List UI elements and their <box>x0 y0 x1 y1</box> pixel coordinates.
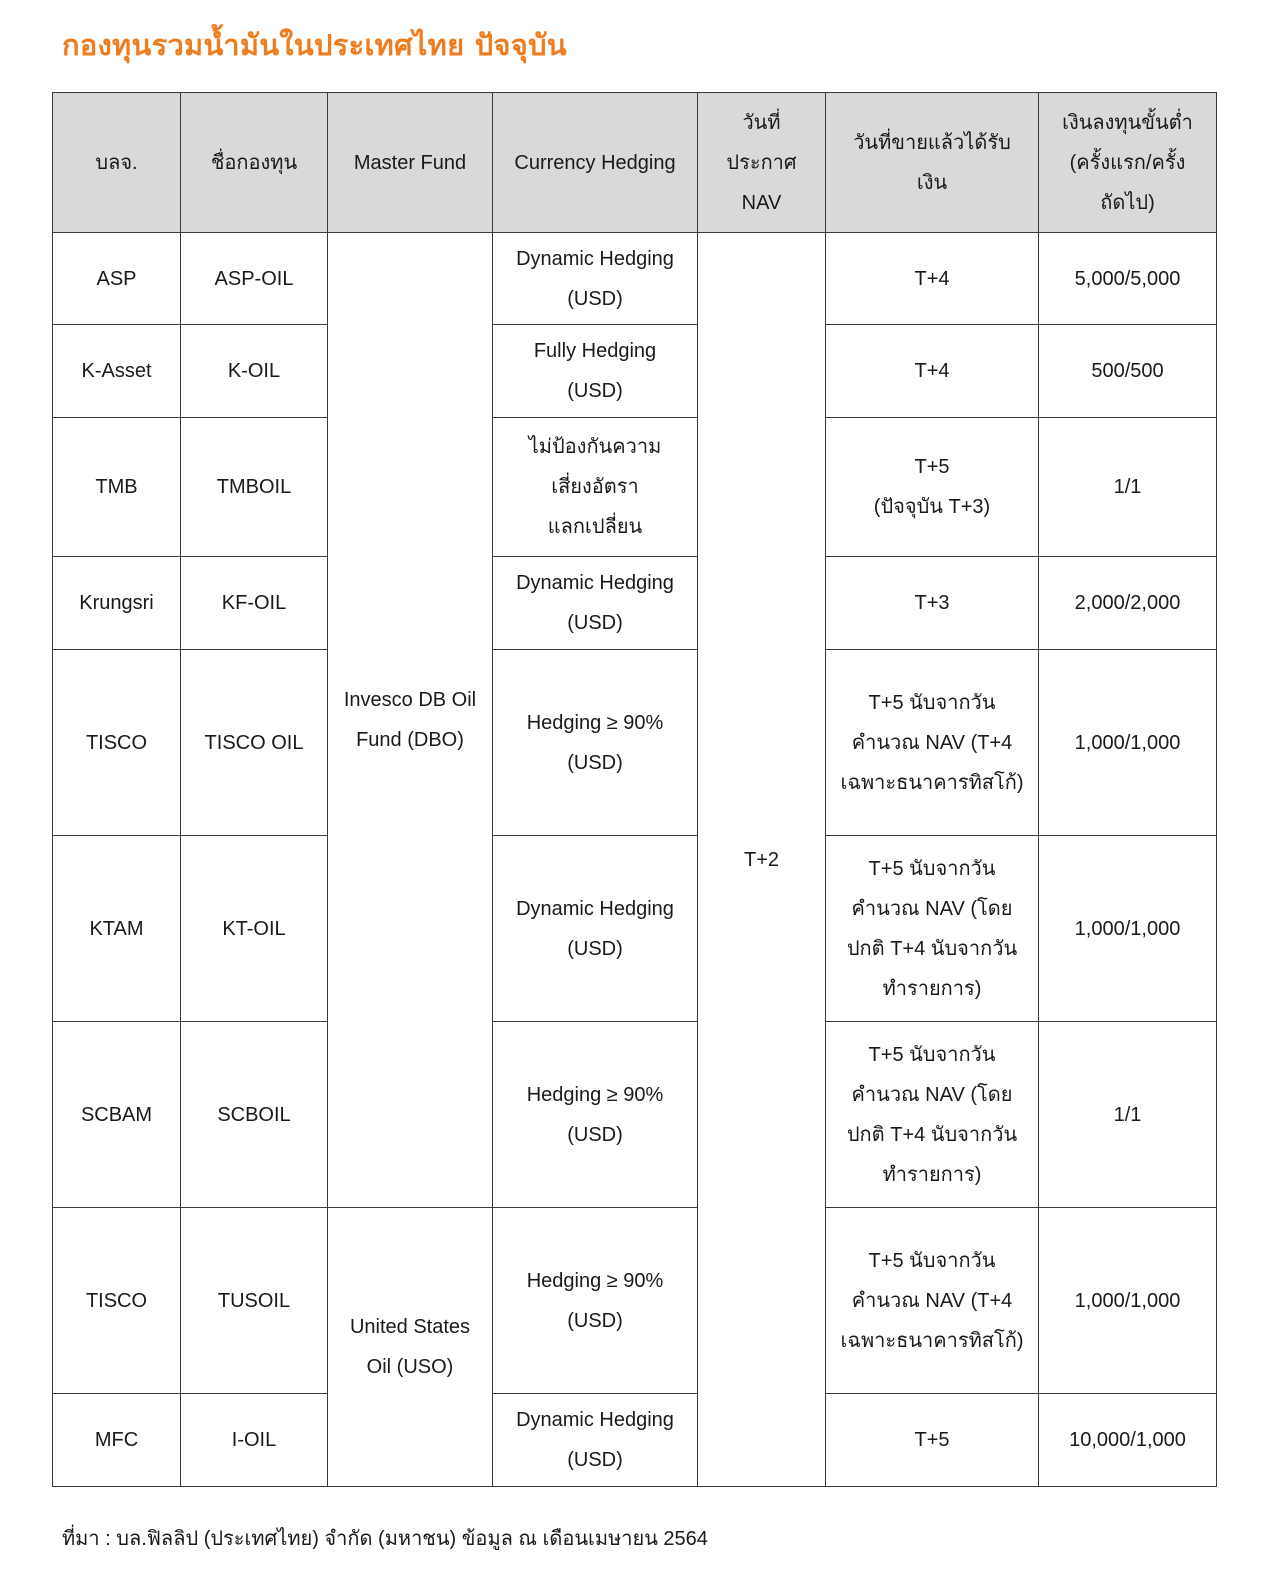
company-cell: TMB <box>53 418 181 557</box>
header-settlement: วันที่ขายแล้วได้รับ เงิน <box>826 93 1039 233</box>
settlement-cell-line: ปกติ T+4 นับจากวัน <box>846 1123 1018 1146</box>
min-investment-cell: 1/1 <box>1039 418 1217 557</box>
settlement-cell <box>826 650 1039 836</box>
currency-hedging-cell-line: (USD) <box>567 287 623 310</box>
currency-hedging-cell-line: Hedging ≥ 90% <box>526 711 664 734</box>
table-row <box>53 1022 1217 1208</box>
fund-name-cell: K-OIL <box>181 325 328 418</box>
table-row <box>53 418 1217 557</box>
company-cell: Krungsri <box>53 557 181 650</box>
currency-hedging-cell-line: Hedging ≥ 90% <box>526 1083 664 1106</box>
currency-hedging-cell-line: (USD) <box>567 612 623 634</box>
fund-name-cell: I-OIL <box>181 1394 328 1487</box>
settlement-cell-line: ทำรายการ) <box>882 1163 982 1186</box>
settlement-cell-line: คำนวณ NAV (T+4 <box>851 1289 1013 1312</box>
master-fund-cell-line: Invesco DB Oil <box>343 689 477 711</box>
company-cell: KTAM <box>53 836 181 1022</box>
min-investment-cell: 1,000/1,000 <box>1039 1208 1217 1394</box>
settlement-cell-line: T+4 <box>914 267 950 290</box>
currency-hedging-cell-line: (USD) <box>567 937 623 960</box>
header-nav-day: วันที่ ประกาศ NAV <box>698 93 826 233</box>
settlement-cell <box>826 233 1039 325</box>
currency-hedging-cell <box>493 418 698 557</box>
header-min-investment: เงินลงทุนขั้นต่ำ (ครั้งแรก/ครั้ง ถัดไป) <box>1039 93 1217 233</box>
currency-hedging-cell <box>493 325 698 418</box>
master-fund-cell-line: United States <box>349 1316 471 1338</box>
settlement-cell-line: T+5 <box>914 1429 950 1451</box>
currency-hedging-cell-line: แลกเปลี่ยน <box>547 516 643 538</box>
company-cell: ASP <box>53 233 181 325</box>
settlement-cell-line: T+5 นับจากวัน <box>868 1249 996 1272</box>
settlement-cell-line: ทำรายการ) <box>882 977 982 1000</box>
currency-hedging-cell <box>493 233 698 325</box>
currency-hedging-cell-line: Dynamic Hedging <box>516 572 674 594</box>
currency-hedging-cell-line: Fully Hedging <box>533 340 657 362</box>
min-investment-cell: 5,000/5,000 <box>1039 233 1217 325</box>
min-investment-cell: 500/500 <box>1039 325 1217 418</box>
table-row <box>53 233 1217 325</box>
currency-hedging-cell-line: Dynamic Hedging <box>516 897 674 920</box>
table-row <box>53 1394 1217 1487</box>
page-title: กองทุนรวมน้ำมันในประเทศไทย ปัจจุบัน <box>62 28 567 62</box>
currency-hedging-cell-line: ไม่ป้องกันความ <box>528 436 662 458</box>
master-fund-cell <box>328 1208 493 1487</box>
fund-name-cell: SCBOIL <box>181 1022 328 1208</box>
table-row <box>53 557 1217 650</box>
fund-name-cell: ASP-OIL <box>181 233 328 325</box>
currency-hedging-cell-line: Dynamic Hedging <box>516 1409 674 1431</box>
table-row <box>53 650 1217 836</box>
company-cell: TISCO <box>53 650 181 836</box>
settlement-cell <box>826 1208 1039 1394</box>
settlement-cell-line: T+3 <box>914 592 950 614</box>
currency-hedging-cell <box>493 1022 698 1208</box>
settlement-cell <box>826 1394 1039 1487</box>
header-currency-hedging: Currency Hedging <box>493 93 698 233</box>
settlement-cell-line: คำนวณ NAV (โดย <box>851 897 1013 920</box>
min-investment-cell: 10,000/1,000 <box>1039 1394 1217 1487</box>
settlement-cell <box>826 557 1039 650</box>
min-investment-cell: 2,000/2,000 <box>1039 557 1217 650</box>
table-row <box>53 1208 1217 1394</box>
table-row <box>53 325 1217 418</box>
master-fund-cell-line: Fund (DBO) <box>356 729 464 751</box>
settlement-cell-line: T+5 นับจากวัน <box>868 1043 996 1066</box>
currency-hedging-cell <box>493 1394 698 1487</box>
company-cell: MFC <box>53 1394 181 1487</box>
header-master-fund: Master Fund <box>328 93 493 233</box>
currency-hedging-cell-line: (USD) <box>567 751 623 774</box>
currency-hedging-cell-line: (USD) <box>567 380 623 402</box>
currency-hedging-cell <box>493 836 698 1022</box>
company-cell: K-Asset <box>53 325 181 418</box>
fund-name-cell: KF-OIL <box>181 557 328 650</box>
currency-hedging-cell-line: Dynamic Hedging <box>516 247 674 270</box>
fund-name-cell: TISCO OIL <box>181 650 328 836</box>
settlement-cell <box>826 325 1039 418</box>
settlement-cell-line: (ปัจจุบัน T+3) <box>873 496 991 518</box>
nav-day-cell: T+2 <box>698 233 826 1487</box>
settlement-cell-line: เฉพาะธนาคารทิสโก้) <box>840 1329 1024 1352</box>
settlement-cell <box>826 1022 1039 1208</box>
currency-hedging-cell-line: (USD) <box>567 1309 623 1332</box>
source-note: ที่มา : บล.ฟิลลิป (ประเทศไทย) จำกัด (มหาชน) ข้อมูล ณ เดือนเมษายน 2564 <box>62 1528 708 1550</box>
settlement-cell-line: T+5 นับจากวัน <box>868 691 996 714</box>
company-cell: TISCO <box>53 1208 181 1394</box>
currency-hedging-cell <box>493 1208 698 1394</box>
master-fund-cell-line: Oil (USO) <box>366 1356 454 1378</box>
currency-hedging-cell-line: (USD) <box>567 1123 623 1146</box>
master-fund-cell <box>328 233 493 1208</box>
currency-hedging-cell-line: เสี่ยงอัตรา <box>551 476 639 498</box>
currency-hedging-cell-line: Hedging ≥ 90% <box>526 1269 664 1292</box>
fund-name-cell: TMBOIL <box>181 418 328 557</box>
settlement-cell-line: คำนวณ NAV (โดย <box>851 1083 1013 1106</box>
header-row <box>53 93 1217 233</box>
settlement-cell-line: T+4 <box>914 360 950 382</box>
table-row <box>53 836 1217 1022</box>
settlement-cell-line: T+5 <box>914 456 950 478</box>
settlement-cell <box>826 418 1039 557</box>
currency-hedging-cell-line: (USD) <box>567 1449 623 1471</box>
settlement-cell-line: เฉพาะธนาคารทิสโก้) <box>840 771 1024 794</box>
fund-name-cell: TUSOIL <box>181 1208 328 1394</box>
settlement-cell-line: คำนวณ NAV (T+4 <box>851 731 1013 754</box>
settlement-cell-line: ปกติ T+4 นับจากวัน <box>846 937 1018 960</box>
company-cell: SCBAM <box>53 1022 181 1208</box>
settlement-cell <box>826 836 1039 1022</box>
min-investment-cell: 1,000/1,000 <box>1039 650 1217 836</box>
min-investment-cell: 1/1 <box>1039 1022 1217 1208</box>
header-company: บลจ. <box>53 93 181 233</box>
settlement-cell-line: T+5 นับจากวัน <box>868 857 996 880</box>
oil-fund-table <box>52 92 1217 1487</box>
currency-hedging-cell <box>493 557 698 650</box>
header-fund-name: ชื่อกองทุน <box>181 93 328 233</box>
fund-name-cell: KT-OIL <box>181 836 328 1022</box>
currency-hedging-cell <box>493 650 698 836</box>
min-investment-cell: 1,000/1,000 <box>1039 836 1217 1022</box>
